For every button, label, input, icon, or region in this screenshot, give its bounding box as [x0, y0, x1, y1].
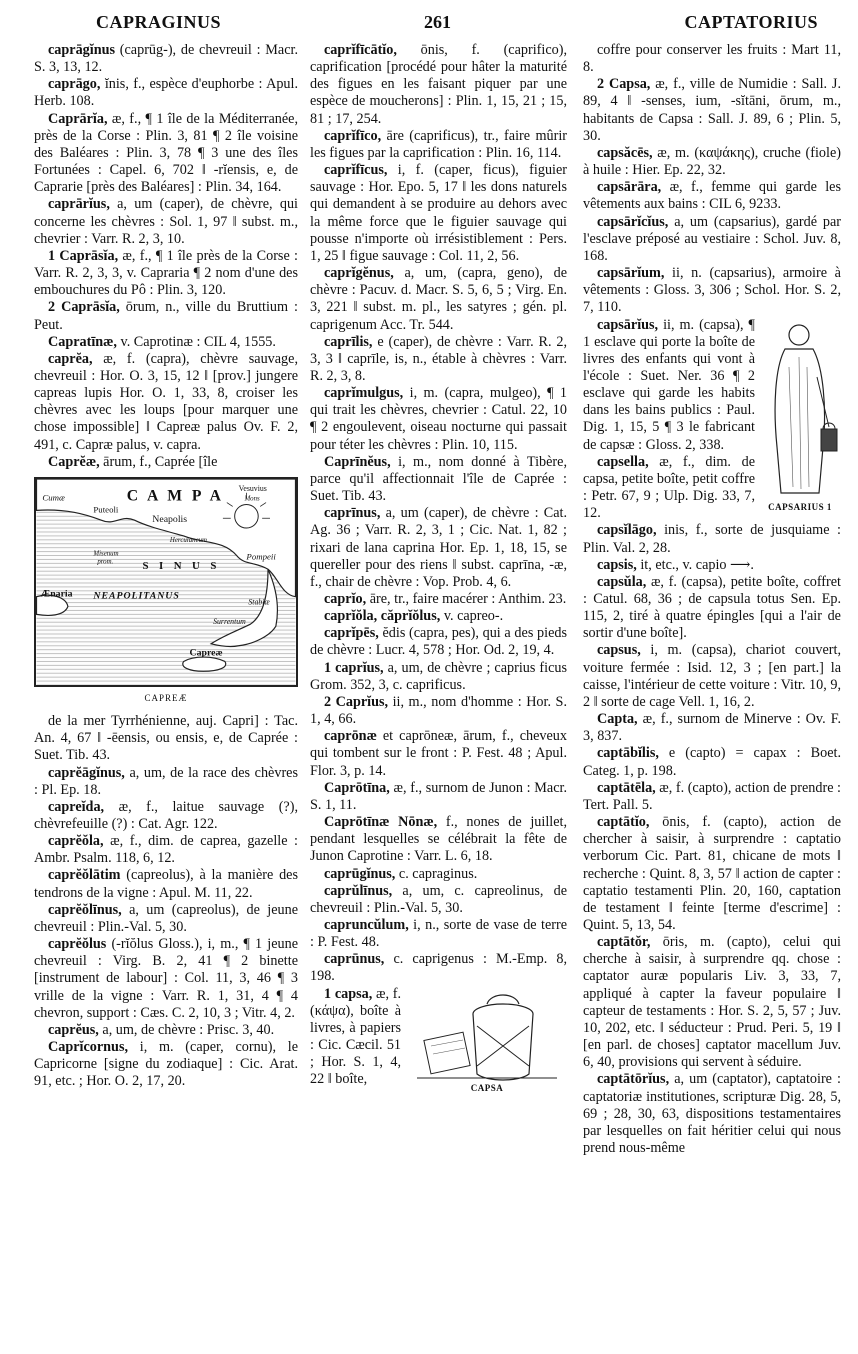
entry-definition: i, m. (capsa), chariot couvert, voiture fermée : Isid. 12, 3 ; [en part.] la caisse, l'intérieur de cette voiture : Vitr. 10, 9, 2 ‖ sorte de cage Vell. 1, 16, 2.	[583, 642, 841, 710]
running-header	[34, 6, 840, 36]
entry-headword: capsĭlāgo,	[597, 522, 657, 539]
entry-headword: caprāgĭnus	[48, 42, 116, 58]
map-of-capreae	[34, 477, 298, 687]
dictionary-entry	[310, 728, 567, 779]
entry-definition: (caprūg-), de chevreuil : Macr. S. 3, 13, 12.	[34, 42, 298, 76]
entry-headword: caprĕŏla,	[48, 833, 104, 850]
dictionary-entry	[34, 799, 298, 833]
map-figure	[34, 477, 298, 707]
svg-text:S I N U S: S I N U S	[142, 560, 221, 573]
entry-headword: capreĭda,	[48, 798, 105, 815]
header-right-guideword: CAPTATORIUS	[684, 12, 818, 32]
dictionary-entry	[583, 145, 841, 179]
entry-headword: caprīlis,	[324, 333, 373, 350]
svg-text:Pompeii: Pompeii	[246, 551, 276, 562]
dictionary-entry	[583, 574, 841, 643]
svg-text:Cumæ: Cumæ	[42, 492, 65, 503]
capsa-illustration	[407, 986, 567, 1086]
entry-definition: æ, f., surnom de Junon : Macr. S. 1, 11.	[310, 779, 567, 813]
map-caption: CAPREÆ	[144, 692, 188, 703]
dictionary-entry	[583, 522, 841, 556]
dictionary-entry	[34, 334, 298, 351]
entry-headword: captātēla,	[597, 779, 656, 796]
entry-headword: capsārĭus,	[597, 316, 659, 333]
entry-headword: caprĭpēs,	[324, 625, 379, 642]
entry-definition: c. capraginus.	[395, 865, 478, 882]
entry-headword: caprĕa,	[48, 350, 93, 367]
entry-definition: æ, f., femme qui garde les vêtements aux bains : CIL 6, 9233.	[583, 179, 841, 213]
entry-definition: i, m. (capra, mulgeo), ¶ 1 qui trait les chèvres, chevrier : Catul. 22, 10 ¶ 2 engoulevent, oiseau nocturne qui passait pour téter les chèvres : Plin. 10, 115.	[310, 385, 567, 453]
entry-headword: capsārĭum,	[597, 265, 665, 282]
svg-text:Misenum: Misenum	[93, 550, 119, 558]
entry-headword: capsārāra,	[597, 179, 662, 196]
dictionary-entry	[310, 128, 567, 162]
entry-definition: æ, f. (capsa), petite boîte, coffret : Catul. 68, 36 ; de capsula totus Sen. Ep. 115, 2, tiré à quatre épingles [qui a l'air de sortir d'une boîte].	[583, 573, 841, 642]
column-3	[583, 42, 841, 1157]
entry-definition: a, um (captator), captatoire : captatoriæ institutiones, scripturæ Dig. 28, 5, 69 ; 28, 30, 63, dispositions testamentaires par lesquelles on fait héritier celui qui nous prend nous-même	[583, 1071, 841, 1156]
dictionary-entry	[310, 608, 567, 625]
dictionary-entry	[310, 917, 567, 951]
capsarius-caption: CAPSARIUS 1	[768, 502, 832, 513]
entry-definition: v. capreo-.	[440, 608, 504, 625]
entry-headword: caprĕŏlus	[48, 936, 107, 953]
entry-definition: æ, f., dim. de capsa, petite boîte, petit coffre : Petr. 67, 9 ; Ulp. Dig. 33, 7, 12.	[583, 453, 755, 522]
entry-definition: a, um, de la race des chèvres : Pl. Ep. 18.	[34, 764, 298, 798]
dictionary-entry	[34, 1039, 298, 1090]
dictionary-entry	[34, 867, 298, 901]
entry-definition: i, m. (caper, cornu), le Capricorne [signe du zodiaque] : Cic. Arat. 91, etc. ; Hor. O. 2, 17, 20.	[34, 1039, 298, 1090]
entry-headword: caprĭgĕnus,	[324, 265, 394, 282]
dictionary-entry	[583, 265, 841, 316]
entry-headword: caprĭmulgus,	[324, 385, 404, 402]
capsa-figure	[407, 986, 567, 1098]
entry-headword: 2 Caprĭus,	[324, 693, 389, 710]
entry-definition: a, um (caper), de chèvre : Cat. Ag. 36 ; Varr. R. 2, 3, 1 ; Cic. Nat. 1, 82 ; rixari de lana caprina Hor. Ep. 1, 18, 15, se quereller pour des riens ‖ subst. caprīna, -æ, f., chair de chèvre : Vop. Prob. 4, 6.	[310, 505, 567, 590]
entry-definition: æ, f. (capra), chèvre sauvage, chevreuil : Hor. O. 3, 15, 12 ‖ [prov.] jungere capreas lupis Hor. O. 1, 33, 8, croiser les chèvres avec les loups [pour marquer une chose impossible] ‖ Capreæ palus Ov. F. 2, 491, c. Capræ palus, v. capra.	[34, 350, 298, 453]
entry-definition: a, um, (capra, geno), de chèvre : Pacuv. d. Macr. S. 5, 6, 5 ; Virg. En. 3, 221 ‖ subst. m. pl., les satyres ; gén. pl. caprigenum Acc. Tr. 544.	[310, 265, 567, 333]
entry-headword: captābĭlis,	[597, 745, 659, 762]
entry-headword: caprūgĭnus,	[324, 865, 396, 882]
capsarius-illustration	[759, 317, 841, 503]
entry-headword: caprĭo,	[324, 591, 367, 607]
entry-definition: i, f. (caper, ficus), figuier sauvage : Hor. Epo. 5, 17 ‖ les dons naturels qui demandent à se produire au dehors avec la même force que le figuier sauvage qui pousse n'importe où irrésistiblement : Pers. 1, 25 ‖ figue sauvage : Col. 11, 2, 56.	[310, 162, 567, 264]
dictionary-entry	[34, 833, 298, 867]
dictionary-entry	[583, 934, 841, 1071]
entry-definition: a, um (caper), de chèvre, qui concerne les chèvres : Sol. 1, 97 ‖ subst. m., chevrier : Varr. R. 2, 3, 10.	[34, 196, 298, 247]
dictionary-entry	[310, 334, 567, 385]
column-1	[34, 42, 298, 1091]
dictionary-entry	[310, 162, 567, 265]
entry-headword: caprūnus,	[324, 951, 385, 968]
entry-definition: æ, f., ¶ 1 île de la Méditerranée, près de la Corse : Plin. 3, 81 ¶ 2 île voisine des Baléares : Plin. 3, 78 ¶ 3 une des îles Fortunées : Capel. 6, 702 ‖ -rĭensis, e, de Caprarie [près des Baléares] : Plin. 34, 164.	[34, 110, 298, 196]
dictionary-entry	[583, 642, 841, 711]
entry-definition: ārum, f., Caprée [île	[99, 453, 218, 470]
dictionary-entry	[583, 780, 841, 814]
svg-text:Herculaneum: Herculaneum	[169, 536, 208, 544]
entry-headword: capsis,	[597, 556, 637, 573]
dictionary-entry	[583, 179, 841, 213]
entry-headword: capsella,	[597, 453, 649, 470]
entry-definition: v. Caprotinæ : CIL 4, 1555.	[116, 333, 276, 350]
entry-definition: ii, m., nom d'homme : Hor. S. 1, 4, 66.	[310, 693, 567, 728]
entry-headword: caprĭfīco,	[324, 127, 382, 144]
svg-text:prom.: prom.	[97, 558, 114, 566]
entry-definition: æ, f., dim. de caprea, gazelle : Ambr. Psalm. 118, 6, 12.	[34, 833, 298, 867]
dictionary-entry	[34, 454, 298, 471]
entry-headword: Caprĭcornus,	[48, 1039, 129, 1056]
entry-headword: 2 Caprāsĭa,	[48, 299, 120, 316]
svg-text:Stabiæ: Stabiæ	[248, 597, 270, 607]
entry-definition: æ, m. (καψάκης), cruche (fiole) à huile : Hier. Ep. 22, 32.	[583, 144, 841, 179]
entry-headword: caprĕŏlīnus,	[48, 901, 122, 918]
entry-headword: Capta,	[597, 711, 638, 728]
dictionary-entry	[583, 42, 841, 76]
dictionary-entry	[34, 76, 298, 110]
dictionary-entry	[34, 111, 298, 197]
entry-headword: 2 Capsa,	[597, 76, 651, 93]
entry-definition: inis, f., sorte de jusquiame : Plin. Val. 2, 28.	[583, 522, 841, 556]
entry-definition: æ, f. (κάψα), boîte à livres, à papiers : Cic. Cæcil. 51 ; Hor. S. 1, 4, 22 ‖ boîte,	[310, 985, 401, 1088]
entry-headword: Capratīnæ,	[48, 333, 117, 350]
entry-headword: capsăcēs,	[597, 144, 653, 161]
dictionary-entry	[310, 505, 567, 591]
dictionary-entry	[34, 299, 298, 333]
entry-definition: āre, tr., faire macérer : Anthim. 23.	[366, 591, 567, 607]
dictionary-entry	[310, 883, 567, 917]
entry-headword: capsŭla,	[597, 573, 647, 590]
entry-headword: captātĭo,	[597, 814, 650, 831]
entry-headword: caprĕus,	[48, 1021, 99, 1038]
dictionary-entry	[310, 265, 567, 334]
dictionary-entry	[34, 351, 298, 454]
entry-headword: Caprārĭa,	[48, 110, 108, 127]
dictionary-entry	[310, 660, 567, 694]
svg-text:Ænaria: Ænaria	[40, 588, 73, 600]
dictionary-entry	[34, 936, 298, 1022]
entry-definition: de la mer Tyrrhénienne, auj. Capri] : Tac. An. 4, 67 ‖ -ēensis, ou ensis, e, de Caprée : Suet. Tib. 43.	[34, 713, 298, 764]
dictionary-entry	[583, 1071, 841, 1157]
entry-definition: ōnis, f. (capto), action de chercher à saisir, à surprendre : captatio verborum Cic. Part. 81, chicane de mots ‖ recherche : Quint. 8, 3, 57 ‖ action de capter : captatio testamenti Plin. 20, 160, captation de testament ‖ feinte [terme d'escrime] : Quint. 5, 13, 54.	[583, 814, 841, 933]
entry-definition: f., nones de juillet, pendant lesquelles se célébrait la fête de Junon Caprotine : Varr. L. 6, 18.	[310, 814, 567, 865]
dictionary-entry	[34, 713, 298, 764]
entry-headword: Caprīnĕus,	[324, 453, 391, 470]
dictionary-entry	[34, 902, 298, 936]
entry-headword: caprāgo,	[48, 76, 101, 93]
entry-definition: āre (caprificus), tr., faire mûrir les figues par la caprification : Plin. 16, 114.	[310, 127, 567, 161]
dictionary-entry	[583, 557, 841, 574]
dictionary-entry	[583, 745, 841, 779]
dictionary-entry	[310, 866, 567, 883]
entry-definition: ōnis, f. (caprifico), caprification [procédé pour hâter la maturité des figues en les faisant piquer par une espèce de moucherons] : Plin. 1, 15, 21 ; 15, 81 ; 17, 254.	[310, 42, 567, 127]
entry-headword: capsus,	[597, 642, 641, 659]
dictionary-entry	[310, 780, 567, 814]
dictionary-entry	[310, 951, 567, 985]
entry-definition: a, um, de chèvre ; caprius ficus Grom. 352, 3, c. caprificus.	[310, 659, 567, 693]
entry-definition: e (capto) = capax : Boet. Categ. 1, p. 198.	[583, 745, 841, 779]
dictionary-entry	[34, 1022, 298, 1039]
dictionary-entry	[583, 814, 841, 934]
svg-text:Puteoli: Puteoli	[93, 504, 119, 515]
dictionary-entry	[34, 42, 298, 76]
entry-headword: caprĭfīcātĭo,	[324, 42, 397, 58]
entry-definition: a, um (capsarius), gardé par l'esclave préposé au vestiaire : Schol. Juv. 8, 168.	[583, 213, 841, 264]
entry-headword: caprārĭus,	[48, 196, 110, 213]
entry-headword: Caprōtīnæ Nōnæ,	[324, 814, 438, 831]
entry-definition: ōris, m. (capto), celui qui cherche à saisir, à surprendre qq. chose : captator auræ popularis Liv. 3, 33, 7, appliqué à capter la faveur populaire ‖ capteur de testaments : Hor. S. 2, 5, 57 ; Juv. 10, 202, etc. ‖ séducteur : Prud. Peri. 5, 19 ‖ [en parl. de choses] captator macellum Juv. 6, 40, provisions qui servent à séduire.	[583, 934, 841, 1071]
entry-definition: a, um (capreolus), de jeune chevreuil : Plin.-Val. 5, 30.	[34, 901, 298, 935]
entry-headword: 1 caprĭus,	[324, 659, 384, 676]
entry-headword: caprīnus,	[324, 505, 381, 522]
entry-definition: æ, f. (capto), action de prendre : Tert. Pall. 5.	[583, 779, 841, 813]
entry-headword: Caprōtīna,	[324, 779, 390, 796]
entry-definition: a, um, de chèvre : Prisc. 3, 40.	[98, 1021, 275, 1038]
map-illustration	[36, 479, 296, 685]
dictionary-entry	[310, 625, 567, 659]
dictionary-entry	[34, 765, 298, 799]
entry-definition: i, m., nom donné à Tibère, parce qu'il affectionnait l'île de Caprée : Suet. Tib. 43.	[310, 453, 567, 505]
entry-headword: 1 Caprāsĭa,	[48, 247, 119, 264]
column-2	[310, 42, 567, 1100]
entry-definition: ĭnis, f., espèce d'euphorbe : Apul. Herb. 108.	[34, 76, 298, 110]
dictionary-entry	[310, 591, 567, 608]
entry-headword: capruncŭlum,	[324, 916, 409, 933]
svg-text:Surrentum: Surrentum	[213, 617, 246, 627]
svg-text:Neapolis: Neapolis	[152, 514, 188, 526]
dictionary-entry	[34, 248, 298, 299]
entry-definition: it, etc., v. capio ⟶.	[636, 556, 754, 573]
dictionary-entry	[310, 42, 567, 128]
dictionary-entry	[310, 454, 567, 505]
dictionary-entry	[583, 76, 841, 145]
entry-definition: ĕdis (capra, pes), qui a des pieds de chèvre : Lucr. 4, 578 ; Hor. Od. 2, 19, 4.	[310, 625, 567, 659]
entry-definition: c. caprigenus : M.-Emp. 8, 198.	[310, 951, 567, 985]
dictionary-entry	[34, 196, 298, 247]
entry-headword: caprĭŏla, căprĭŏlus,	[324, 608, 441, 625]
dictionary-entry	[583, 214, 841, 265]
entry-headword: 1 capsa,	[324, 985, 373, 1002]
svg-text:Mons: Mons	[244, 495, 260, 503]
entry-headword: caprĕāgĭnus,	[48, 764, 125, 781]
entry-headword: caprĭfīcus,	[324, 162, 388, 179]
capsa-caption: CAPSA	[470, 1083, 504, 1094]
dictionary-entry	[310, 694, 567, 728]
entry-headword: caprōnæ	[324, 728, 377, 745]
dictionary-entry	[310, 814, 567, 865]
entry-definition: ii, m. (capsa), ¶ 1 esclave qui porte la boîte de livres des enfants qui vont à l'école : Suet. Ner. 36 ¶ 2 esclave qui garde les habits dans les bains publics : Paul. Dig. 1, 15, 5 ¶ 3 le fabricant de capsæ : Gloss. 2, 338.	[583, 316, 755, 453]
entry-definition: æ, f., laitue sauvage (?), chèvrefeuille (?) : Cat. Agr. 122.	[34, 798, 298, 832]
entry-headword: captātŏr,	[597, 934, 651, 951]
entry-headword: capsārĭcĭus,	[597, 213, 669, 230]
svg-text:Vesuvius: Vesuvius	[238, 483, 267, 493]
capsarius-figure	[759, 317, 841, 517]
entry-definition: et caprōneæ, ārum, f., cheveux qui tombent sur le front : P. Fest. 48 ; Apul. Flor. 3, p. 14.	[310, 728, 567, 779]
entry-headword: caprŭlīnus,	[324, 882, 393, 899]
entry-headword: captātōrĭus,	[597, 1071, 670, 1088]
header-left-guideword: CAPRAGINUS	[96, 12, 222, 32]
svg-text:NEAPOLITANUS: NEAPOLITANUS	[93, 590, 180, 602]
page-number: 261	[424, 12, 451, 32]
entry-definition: æ, f., surnom de Minerve : Ov. F. 3, 837.	[583, 711, 841, 745]
entry-definition: coffre pour conserver les fruits : Mart 11, 8.	[583, 42, 841, 76]
entry-definition: æ, f., ¶ 1 île près de la Corse : Varr. R. 2, 3, 3, v. Capraria ¶ 2 nom d'une des embouchures du Pô : Plin. 3, 120.	[34, 247, 298, 299]
entry-definition: ii, n. (capsarius), armoire à vêtements : Gloss. 3, 306 ; Schol. Hor. S. 2, 7, 110.	[583, 265, 841, 316]
svg-text:C A M P A: C A M P A	[126, 487, 224, 505]
entry-definition: (-rĭŏlus Gloss.), i, m., ¶ 1 jeune chevreuil : Virg. B. 2, 41 ¶ 2 binette [instrument de labour] : Col. 11, 3, 46 ¶ 3 vrille de la vigne : Varr. R. 1, 31, 4 ¶ 4 chevron, support : Cæs. C. 2, 10, 3 ; Vitr. 4, 2.	[34, 936, 298, 1021]
entry-headword: Caprĕæ,	[48, 453, 100, 470]
entry-definition: i, n., sorte de vase de terre : P. Fest. 48.	[310, 916, 567, 951]
entry-definition: æ, f., ville de Numidie : Sall. J. 89, 4 ‖ -senses, ium, -sĭtāni, ōrum, m., habitants de Capsa : Sall. J. 89, 6 ; Plin. 5, 30.	[583, 76, 841, 144]
entry-definition: (capreolus), à la manière des tendrons de la vigne : Apul. M. 11, 22.	[34, 867, 298, 901]
entry-definition: e (caper), de chèvre : Varr. R. 2, 3, 3 ‖ caprīle, is, n., étable à chèvres : Varr. R. 2, 3, 8.	[310, 333, 567, 384]
dictionary-entry	[583, 711, 841, 745]
dictionary-entry	[310, 385, 567, 454]
entry-definition: a, um, c. capreolinus, de chevreuil : Plin.-Val. 5, 30.	[310, 882, 567, 916]
entry-definition: ōrum, n., ville du Bruttium : Peut.	[34, 299, 298, 333]
entry-headword: caprĕŏlātim	[48, 867, 121, 884]
svg-text:Capreæ: Capreæ	[189, 647, 223, 659]
